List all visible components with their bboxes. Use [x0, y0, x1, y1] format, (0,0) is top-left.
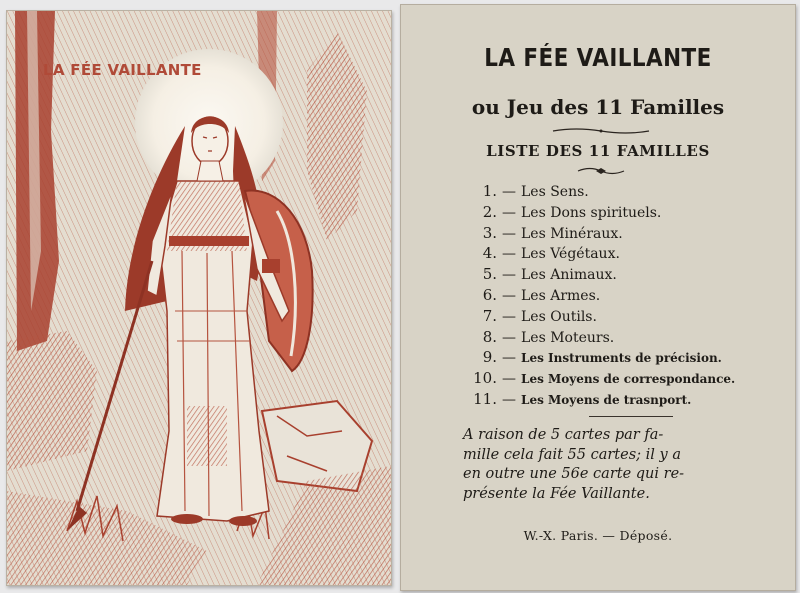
family-dash: —	[502, 246, 516, 263]
family-name: Les Végétaux.	[521, 246, 620, 263]
family-name: Les Moteurs.	[521, 329, 615, 346]
family-dash: —	[502, 329, 516, 346]
card-back	[400, 4, 796, 591]
family-dash: —	[502, 308, 516, 325]
family-number: 4.	[482, 244, 497, 263]
family-name: Les Moyens de correspondance.	[521, 372, 736, 387]
list-item	[461, 306, 735, 327]
families-heading: LISTE DES 11 FAMILLES	[486, 142, 710, 160]
family-dash: —	[502, 287, 516, 304]
front-title: LA FÉE VAILLANTE	[43, 61, 202, 79]
note-line: A raison de 5 cartes par fa-	[463, 427, 664, 443]
note-line: en outre une 56e carte qui re-	[463, 466, 685, 482]
family-number: 10.	[473, 369, 497, 388]
back-subtitle: ou Jeu des 11 Familles	[471, 95, 725, 119]
list-item	[461, 243, 735, 264]
family-number: 8.	[482, 327, 497, 346]
list-item	[461, 202, 735, 223]
list-item	[461, 347, 735, 368]
family-dash: —	[502, 204, 516, 221]
ornament-divider	[576, 166, 626, 176]
family-dash: —	[502, 371, 516, 388]
family-name: Les Minéraux.	[521, 225, 623, 242]
list-item	[461, 181, 735, 202]
list-item	[461, 285, 735, 306]
family-number: 5.	[482, 265, 497, 284]
note-line: présente la Fée Vaillante.	[463, 485, 650, 502]
family-dash: —	[502, 267, 516, 284]
family-name: Les Instruments de précision.	[521, 351, 722, 366]
family-name: Les Moyens de trasnport.	[521, 392, 692, 407]
list-item	[461, 327, 735, 348]
family-name: Les Animaux.	[521, 267, 617, 284]
family-number: 11.	[473, 389, 497, 408]
card-count-note	[463, 426, 753, 504]
ornament-divider	[551, 126, 651, 136]
note-line: mille cela fait 55 cartes; il y a	[463, 446, 681, 463]
back-title: LA FÉE VAILLANTE	[484, 43, 712, 72]
divider-rule	[589, 416, 673, 417]
list-item	[461, 223, 735, 244]
family-number: 3.	[482, 223, 497, 242]
family-number: 6.	[482, 285, 497, 304]
family-number: 1.	[482, 182, 497, 200]
family-dash: —	[502, 184, 516, 200]
card-front	[6, 10, 392, 586]
list-item	[461, 264, 735, 285]
family-number: 2.	[482, 202, 497, 221]
family-dash: —	[502, 225, 516, 242]
families-list	[461, 181, 735, 410]
publisher-line: W.-X. Paris. — Déposé.	[523, 528, 673, 543]
list-item	[461, 368, 735, 389]
fairy-illustration	[7, 11, 391, 585]
family-dash: —	[502, 350, 516, 367]
family-name: Les Outils.	[521, 308, 597, 325]
family-name: Les Dons spirituels.	[521, 204, 662, 221]
family-number: 7.	[482, 306, 497, 325]
family-dash: —	[502, 391, 516, 408]
family-number: 9.	[482, 348, 497, 367]
list-item	[461, 389, 735, 410]
family-name: Les Armes.	[521, 287, 601, 304]
family-name: Les Sens.	[521, 184, 589, 200]
